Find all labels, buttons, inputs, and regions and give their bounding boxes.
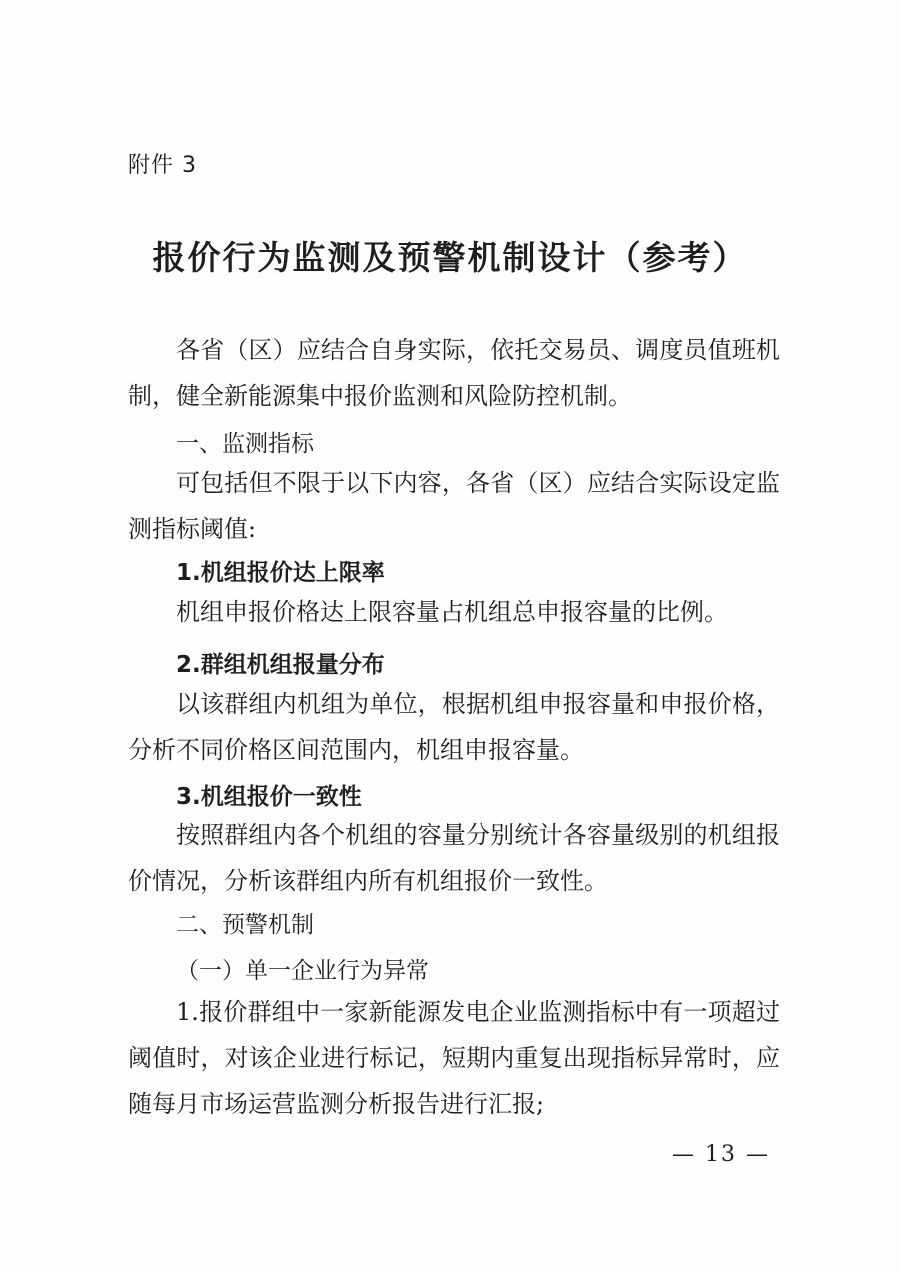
item1-text: 机组申报价格达上限容量占机组总申报容量的比例。 bbox=[176, 598, 728, 626]
item1-heading: 1.机组报价达上限率 bbox=[176, 560, 385, 586]
page-number: — 13 — bbox=[672, 1142, 770, 1167]
section2-heading: 二、预警机制 bbox=[176, 912, 314, 938]
item2-text: 以该群组内机组为单位，根据机组申报容量和申报价格，分析不同价格区间范围内，机组申报容量。 bbox=[128, 690, 780, 764]
page-title: 报价行为监测及预警机制设计（参考） bbox=[152, 238, 748, 277]
item3-text: 按照群组内各个机组的容量分别统计各容量级别的机组报价情况，分析该群组内所有机组报价一致性。 bbox=[128, 821, 780, 895]
item3-heading: 3.机组报价一致性 bbox=[176, 784, 362, 810]
section2-item1-text: 1.报价群组中一家新能源发电企业监测指标中有一项超过阈值时，对该企业进行标记，短期内重复出现指标异常时，应随每月市场运营监测分析报告进行汇报; bbox=[128, 998, 780, 1118]
section1-heading: 一、监测指标 bbox=[176, 431, 314, 457]
intro-paragraph: 各省（区）应结合自身实际，依托交易员、调度员值班机制，健全新能源集中报价监测和风险防控机制。 bbox=[128, 336, 780, 410]
attachment-label: 附件 3 bbox=[128, 153, 197, 178]
section1-intro: 可包括但不限于以下内容，各省（区）应结合实际设定监测指标阈值: bbox=[128, 469, 780, 543]
section2-subheading: （一）单一企业行为异常 bbox=[176, 958, 429, 984]
item2-heading: 2.群组机组报量分布 bbox=[176, 652, 385, 678]
